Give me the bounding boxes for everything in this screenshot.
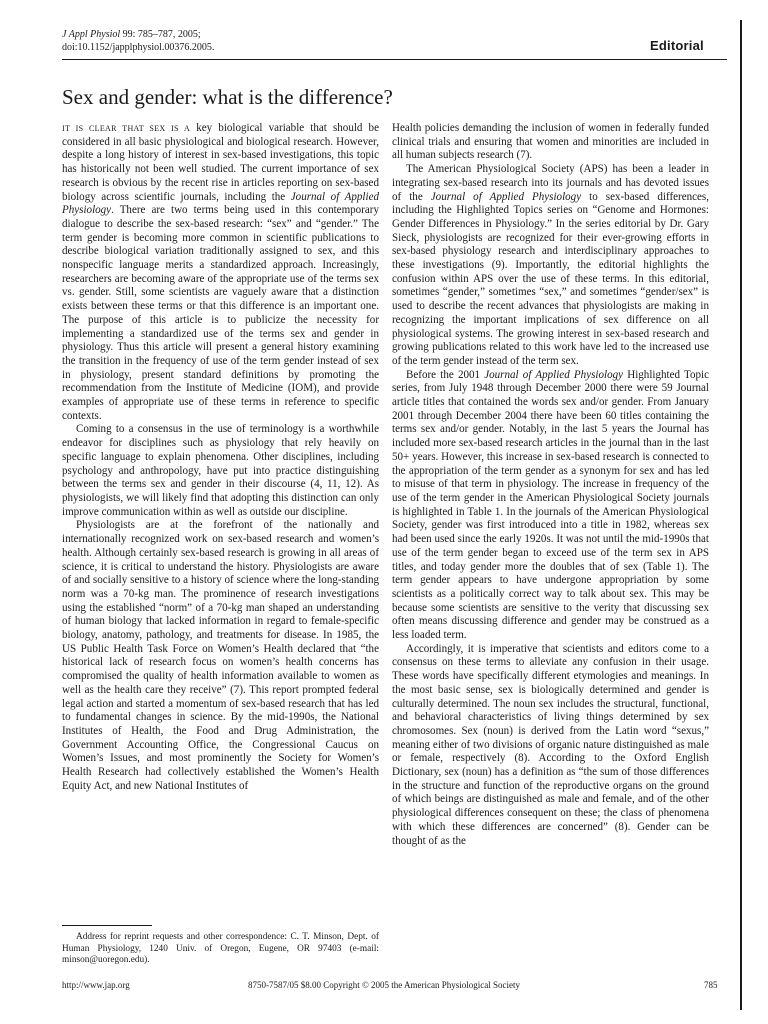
paragraph-text: The American Physiological Society (APS) has been a leader in integrating sex-based research into its journals and has devoted issues of the bbox=[392, 163, 709, 203]
right-column bbox=[392, 122, 709, 994]
paragraph-statistics bbox=[392, 369, 709, 643]
paragraph-aps bbox=[392, 163, 709, 369]
correspondence-footnote: Address for reprint requests and other correspondence: C. T. Minson, Dept. of Human Physiology, 1240 Univ. of Oregon, Eugene, OR 97403 (e-mail: minson@uoregon.edu). bbox=[62, 932, 379, 966]
header-rule bbox=[62, 59, 727, 60]
left-column bbox=[62, 122, 379, 930]
section-label: Editorial bbox=[650, 38, 704, 53]
volume-pages: 99: 785–787, 2005; bbox=[120, 29, 201, 40]
paragraph-text: . There are two terms being used in this contemporary dialogue to describe the sex-based research: “sex” and “gender.” The term gender is becoming more common in scientific publications to describe biological variation traditionally assigned to sex, and this nonspecific language merits a standardized approach. Increasingly, researchers are becoming aware of the appropriate use of the terms sex vs. gender. Still, some scientists are vaguely aware that a distinction exists between these terms or that this difference is an important one. The purpose of this article is to publicize the necessity for implementing a standardized use of the terms sex and gender in physiology. Thus this article will present a general history examining the transition in the frequency of use of the term gender instead of sex in physiology, present standard definitions by promoting the recommendation from the Institute of Medicine (IOM), and provide examples of appropriate use of these terms in reference to specific contexts. bbox=[62, 204, 379, 422]
article-title: Sex and gender: what is the difference? bbox=[62, 85, 393, 109]
running-header-citation bbox=[62, 28, 214, 54]
paragraph-text: to sex-based differences, including the Highlighted Topics series on “Genome and Hormones: Gender Differences in Physiology.” In the series editorial by Dr. Gary Sieck, physiologists are recognized for their ever-growing efforts in sex-based physiology research and interdisciplinary approaches to these investigations (9). Importantly, the editorial highlights the confusion within APS over the use of these terms. In this editorial, sometimes “gender,” sometimes “sex,” and sometimes “gender/sex” is used to describe the recent advances that physiologists are making in recognizing the important implications of sex difference on all physiological systems. The growing interest in sex-based research and growing publications related to this work have led to the increased use of the term gender instead of the term sex. bbox=[392, 190, 709, 367]
journal-name: J Appl Physiol bbox=[62, 29, 121, 40]
journal-title-italic: Journal of Applied Physiology bbox=[62, 190, 379, 217]
footer-copyright: 8750-7587/05 $8.00 Copyright © 2005 the American Physiological Society bbox=[247, 980, 521, 990]
journal-title-italic: Journal of Applied Physiology bbox=[430, 190, 582, 203]
paragraph-history: Physiologists are at the forefront of the nationally and internationally recognized work on sex-based research and women’s health. Although certainly sex-based research is growing in all areas of science, it is critical to understand the history. Physiologists are aware of and socially sensitive to a history of science where the long-standing norm was a 70-kg man. The prominence of research investigations using the established “norm” of a 70-kg man shaped an understanding of human biology that lacked information in regard to female-specific biology, anatomy, pathology, and treatments for disease. In 1985, the US Public Health Task Force on Women’s Health declared that “the historical lack of research focus on women’s health concerns has compromised the quality of health information available to women as well as the health care they receive” (7). This report prompted federal legal action and started a momentum of sex-based research that has led to fundamental changes in science. By the mid-1990s, the National Institutes of Health, the Food and Drug Administration, the Government Accounting Office, the Congressional Caucus on Women’s Issues, and most prominently the Society for Women’s Health Research had collectively established the Women’s Health Equity Act, and new National Institutes of bbox=[62, 519, 379, 792]
paragraph-continuation: Health policies demanding the inclusion of women in federally funded clinical trials and ensuring that women and minorities are included in all human subjects research (7). bbox=[392, 122, 709, 162]
paragraph-consensus: Coming to a consensus in the use of terminology is a worthwhile endeavor for disciplines such as physiology that rely heavily on specific language to explain phenomena. Other disciplines, including psychology and anthropology, have put into practice distinguishing between the terms sex and gender in their discourse (4, 11, 12). As physiologists, we will likely find that adopting this distinction can only improve communication within as well as outside our discipline. bbox=[62, 423, 379, 518]
paragraph-definitions: Accordingly, it is imperative that scientists and editors come to a consensus on these terms to alleviate any confusion in their usage. These words have specifically different etymologies and meanings. In the most basic sense, sex is biologically determined and gender is culturally determined. The noun sex includes the structural, functional, and behavioral characteristics of living things determined by sex chromosomes. Sex (noun) is derived from the Latin word “sexus,” meaning either of two divisions of organic nature distinguished as male or female, respectively (8). According to the Oxford English Dictionary, sex (noun) has a definition as “the sum of those differences in the structure and function of the reproductive organs on the ground of which beings are distinguished as male and female, and of the other physiological differences consequent on these; the class of phenomena with which these differences are concerned” (8). Gender can be thought of as the bbox=[392, 642, 709, 847]
paragraph-text: key biological variable that should be considered in all basic physiological and biological research. However, despite a long history of interest in sex-based investigations, this topic has historically not been well studied. The current importance of sex research is obvious by the recent rise in articles reporting on sex-based biology across scientific journals, including the bbox=[62, 122, 379, 203]
paragraph-text: Highlighted Topic series, from July 1948 through December 2000 there were 59 Journal article titles that contained the words sex and/or gender. From January 2001 through December 2004 there have been 60 titles containing the terms sex and/or gender. Notably, in the last 5 years the Journal has included more sex-based research articles in the journal than in the last 50+ years. However, this increase in sex-based research is connected to the appropriation of the term gender as a synonym for sex and has led to misuse of that term in physiology. The increase in frequency of the use of the term gender in the American Physiological Society journals is highlighted in Table 1. In the journals of the American Physiological Society, gender was first introduced into a title in 1982, whereas sex had been used since the early 1920s. It was not until the mid-1990s that use of the term gender began to exceed use of the term sex in APS titles, and today gender more the doubles that of sex (Table 1). The term gender appears to have undergone appropriation by some scientists as a politically correct way to talk about sex. This may be because some scientists are sensitive to the verity that discussing sex often means discussing difference and gender may be construed as a less loaded term. bbox=[392, 368, 709, 642]
page-edge-rule bbox=[740, 20, 742, 1010]
journal-title-italic: Journal of Applied Physiology bbox=[484, 368, 624, 381]
doi: doi:10.1152/japplphysiol.00376.2005. bbox=[62, 42, 215, 53]
lead-in-small-caps: IT IS CLEAR THAT SEX IS A bbox=[62, 124, 191, 133]
footnote-rule bbox=[62, 925, 152, 926]
footer-url: http://www.jap.org bbox=[62, 980, 130, 990]
paragraph-intro bbox=[62, 122, 379, 423]
page-number: 785 bbox=[704, 980, 718, 990]
paragraph-text: Before the 2001 bbox=[406, 368, 485, 381]
